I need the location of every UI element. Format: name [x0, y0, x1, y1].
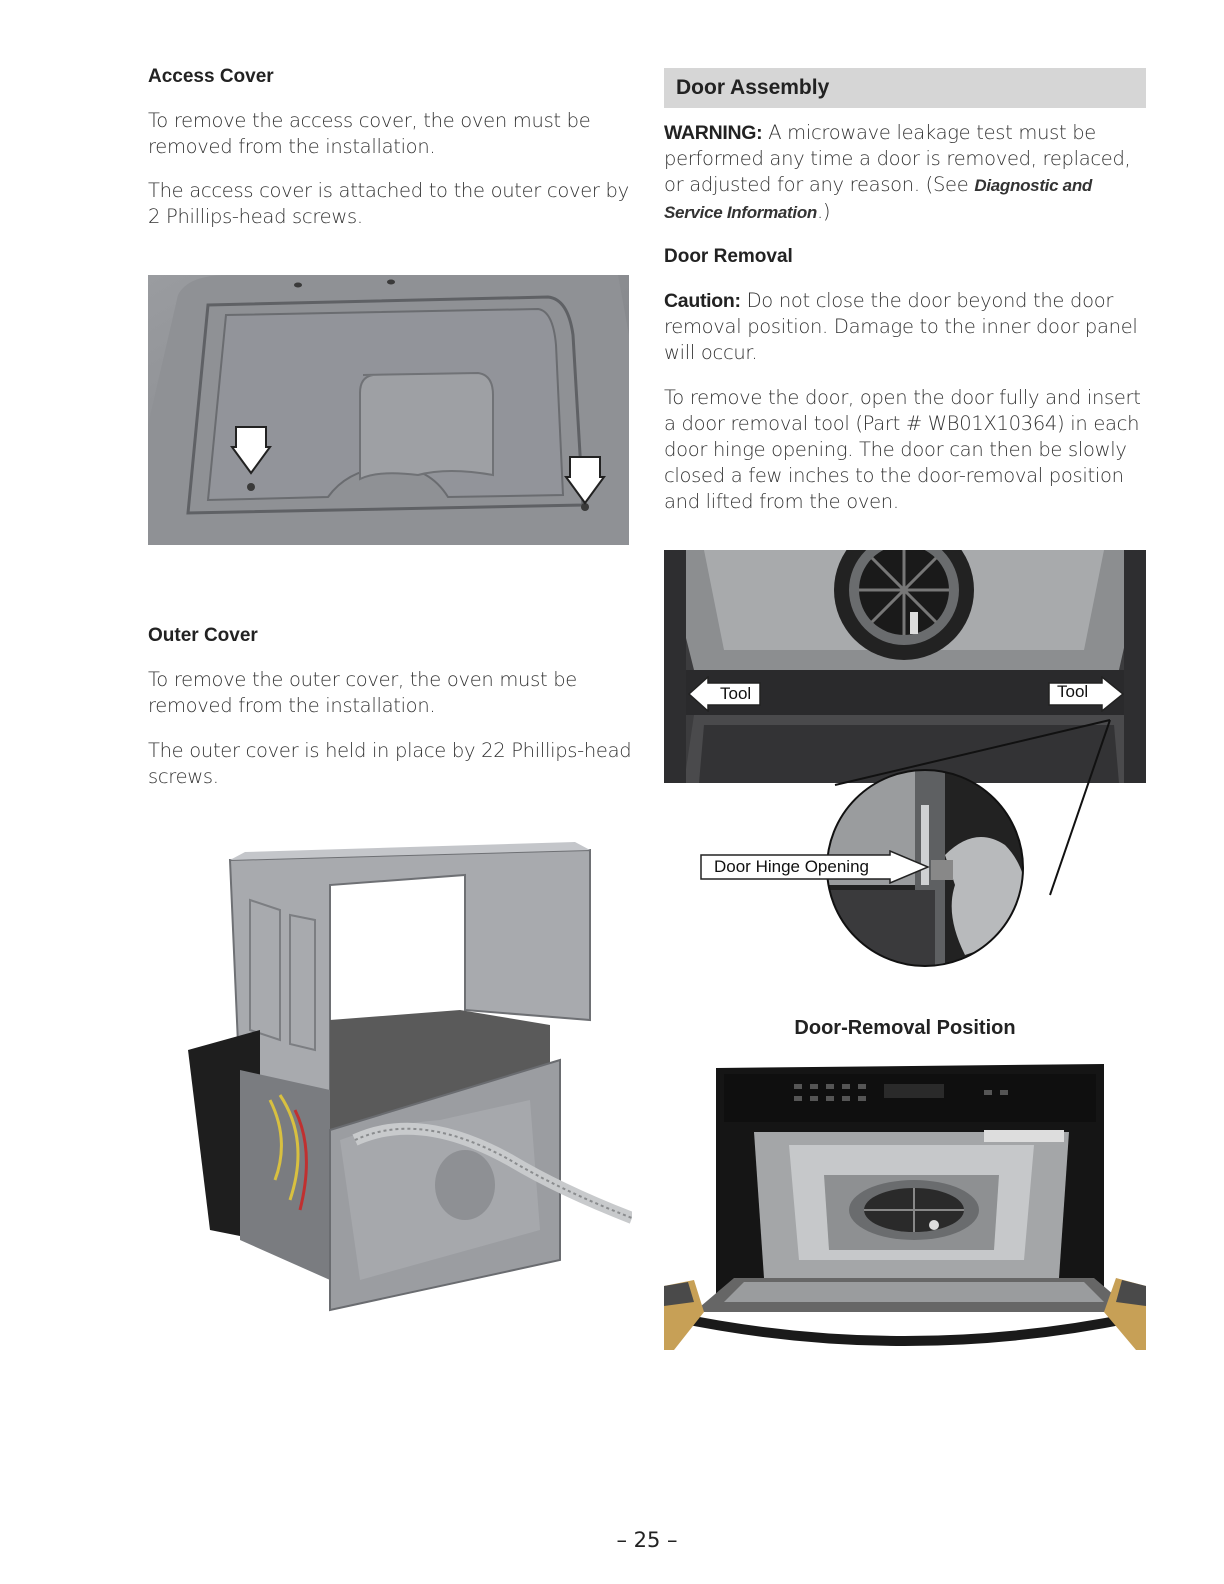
access-cover-heading: Access Cover [148, 66, 274, 87]
hinge-label: Door Hinge Opening [714, 857, 869, 876]
diagnostic-reference: Diagnostic and Service Information [664, 176, 1093, 222]
access-cover-photo [148, 275, 629, 545]
tool-label-left: Tool [720, 684, 752, 703]
page-number: – 25 – [616, 1528, 678, 1552]
hinge-zoom-callout [795, 715, 1120, 970]
outer-cover-heading: Outer Cover [148, 625, 258, 646]
caution-paragraph [664, 288, 1146, 366]
door-removal-position-photo [664, 1050, 1146, 1410]
outer-cover-photo [180, 840, 632, 1320]
warning-end: .) [817, 200, 831, 223]
warning-text: A microwave leakage test must be performed any time a door is removed, replaced, or adjusted for any reason. (See [664, 121, 1131, 196]
door-removal-position-caption: Door-Removal Position [794, 1017, 1016, 1039]
warning-label: WARNING: [664, 122, 763, 144]
outer-cover-para-2: The outer cover is held in place by 22 Phillips-head screws. [148, 739, 632, 788]
removal-instructions: To remove the door, open the door fully and insert a door removal tool (Part # WB01X10364) in each door hinge opening. The door can then be slowly closed a few inches to the door-removal position and lifted from the oven. [664, 386, 1141, 513]
caution-label: Caution: [664, 290, 741, 312]
caution-text: Do not close the door beyond the door removal position. Damage to the inner door panel will occur. [664, 289, 1138, 364]
tool-label-right: Tool [1057, 682, 1089, 701]
outer-cover-para-1: To remove the outer cover, the oven must be removed from the installation. [148, 668, 577, 717]
warning-paragraph [664, 120, 1146, 226]
door-removal-heading: Door Removal [664, 246, 793, 267]
access-cover-para-2: The access cover is attached to the outer cover by 2 Phillips-head screws. [148, 179, 629, 228]
door-assembly-section-bar: Door Assembly [664, 68, 1146, 108]
access-cover-para-1: To remove the access cover, the oven must be removed from the installation. [148, 109, 591, 158]
